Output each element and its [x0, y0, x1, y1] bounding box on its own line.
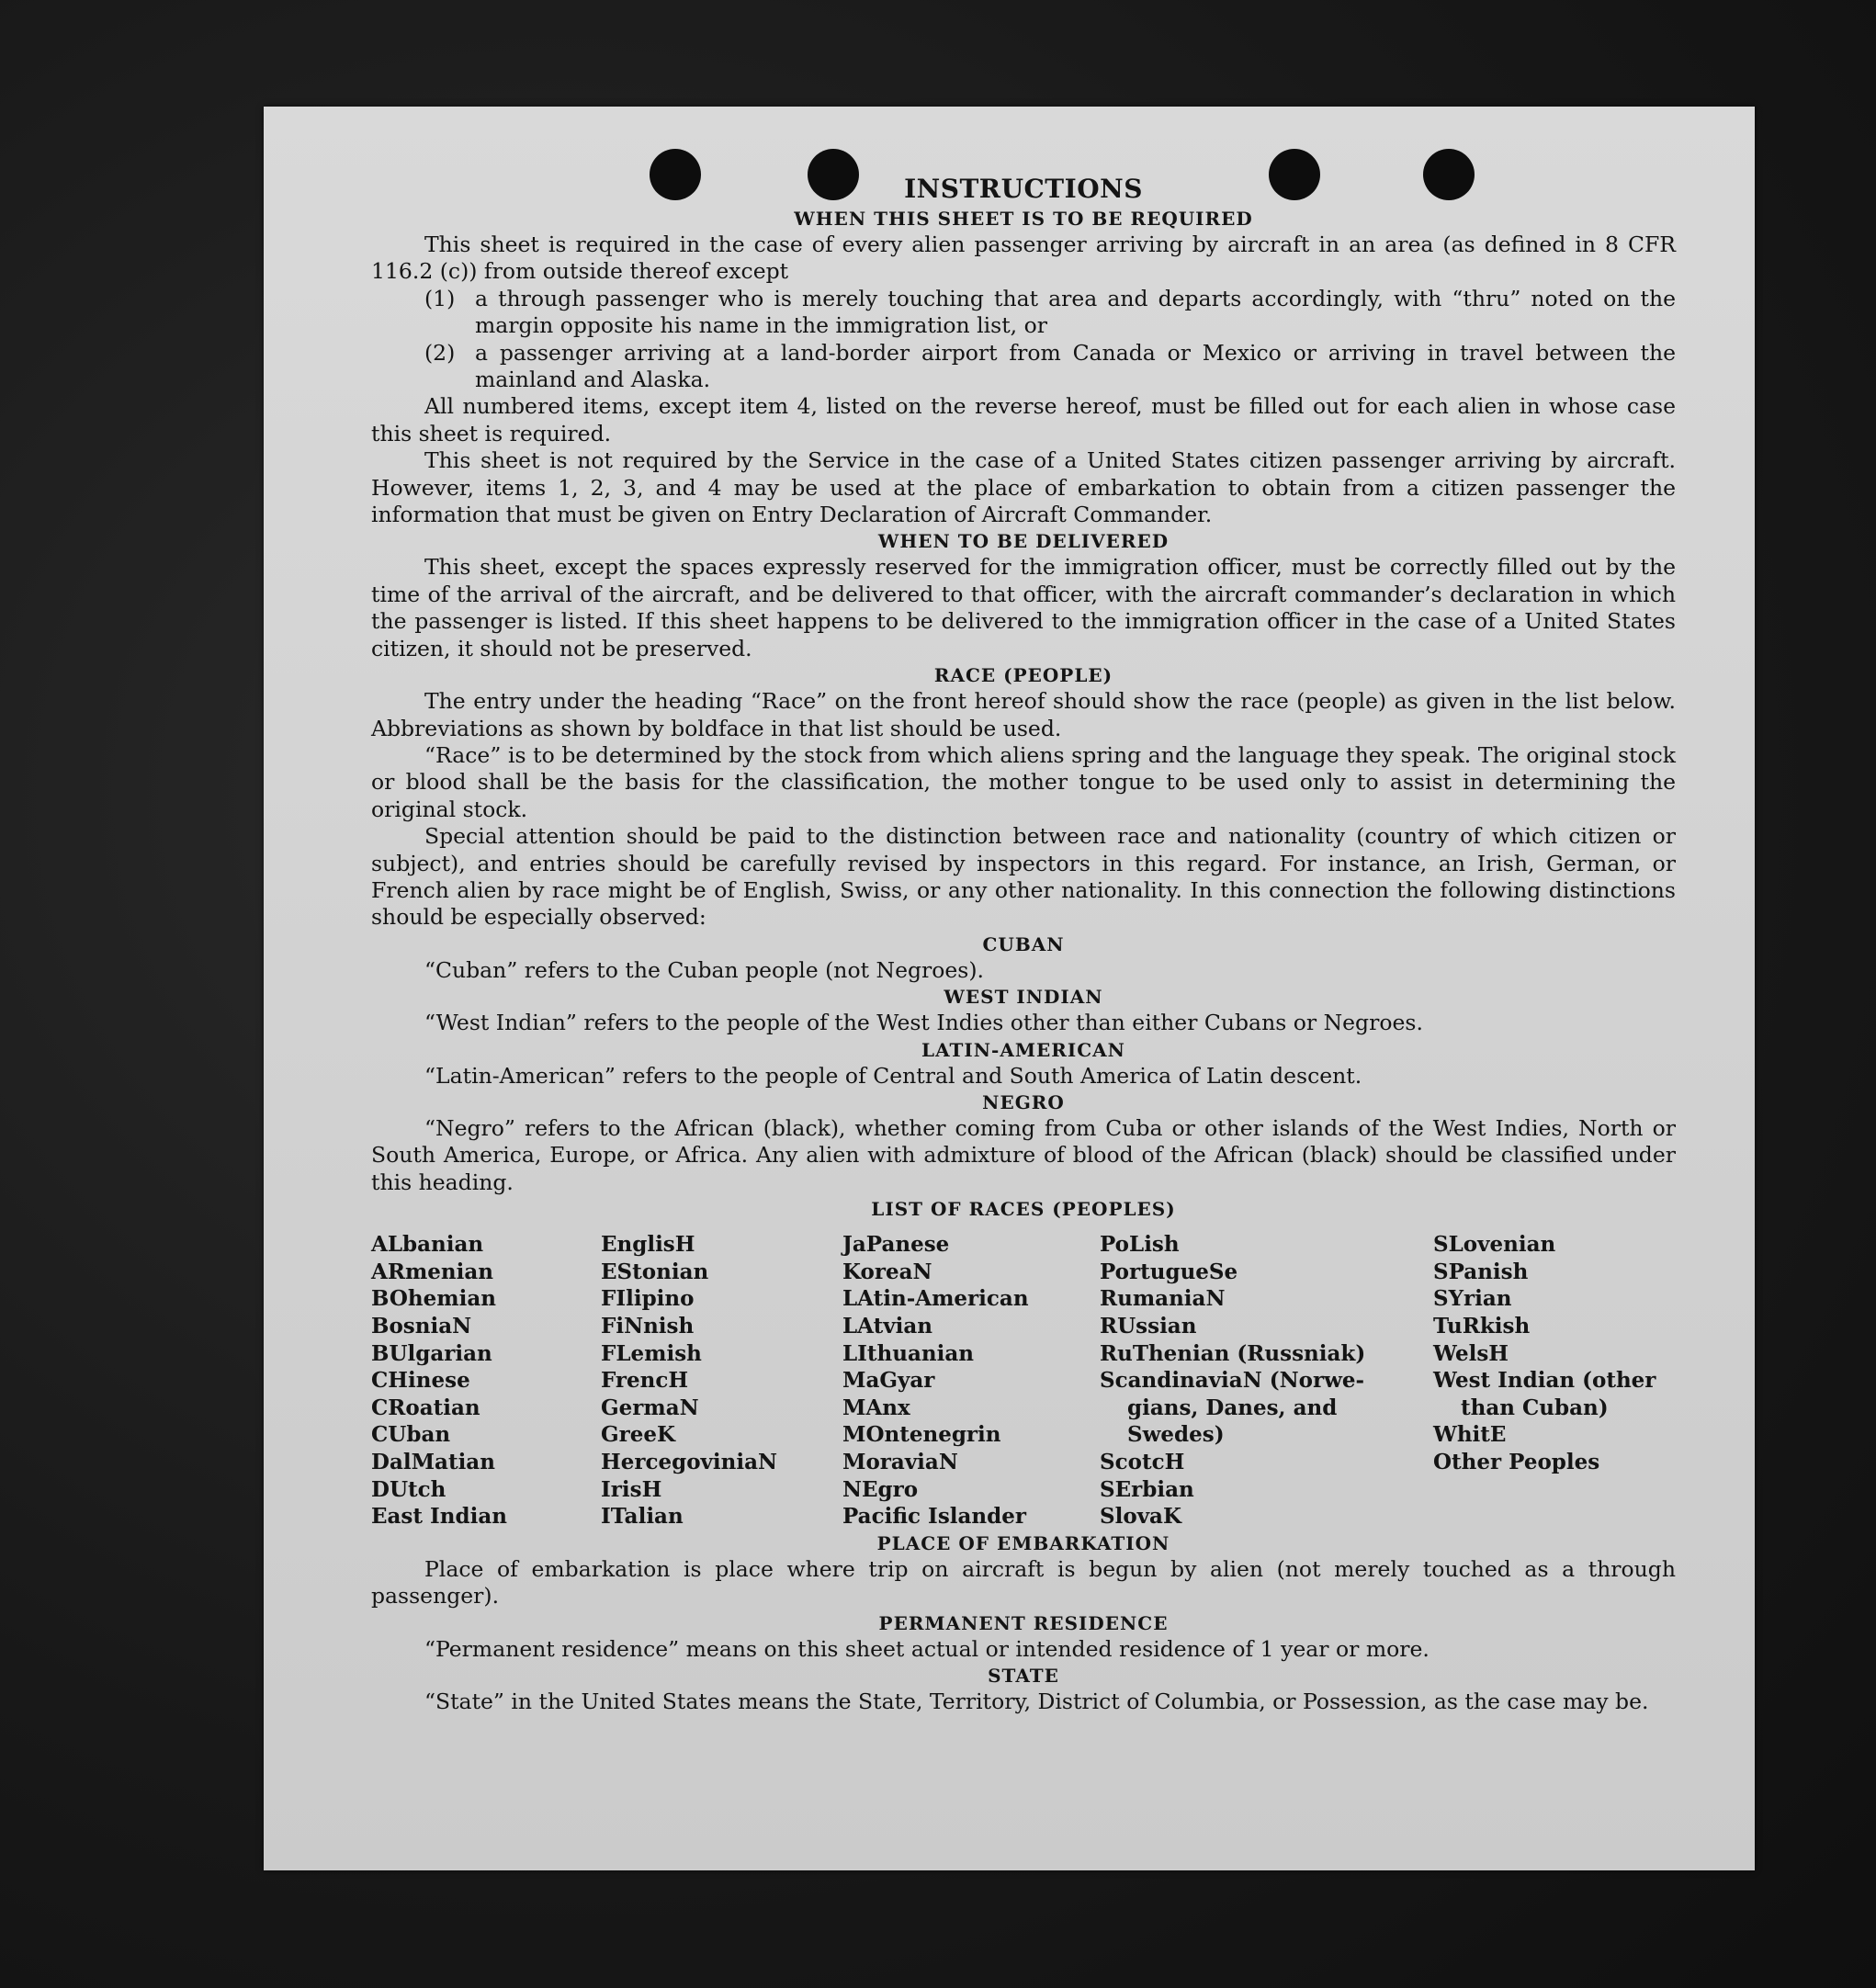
definition-text: “Negro” refers to the African (black), whether coming from Cuba or other islands of the West Indies, North or South America, Europe, or Africa. Any alien with admixture of blood of the African (black) should be classified under this heading. [371, 1114, 1676, 1195]
race-entry: EnglisH [601, 1232, 695, 1258]
paragraph: “State” in the United States means the State, Territory, District of Columbia, or Possession, as the case may be. [424, 1688, 1649, 1714]
section-heading: RACE (PEOPLE) [933, 664, 1113, 687]
section-heading: CUBAN [982, 932, 1065, 955]
race-entry: FIlipino [601, 1286, 695, 1312]
race-entry: MAnx [842, 1395, 910, 1420]
race-column [1433, 1231, 1672, 1531]
page-title: INSTRUCTIONS [904, 174, 1143, 204]
paragraph: Place of embarkation is place where trip on aircraft is begun by alien (not merely touched as a through passenger). [371, 1555, 1676, 1610]
race-entry: Pacific Islander [842, 1504, 1026, 1530]
race-entry: CHinese [371, 1368, 470, 1394]
race-entry: WhitE [1433, 1422, 1507, 1448]
paragraph: This sheet is not required by the Service in the case of a United States citizen passenger arriving by aircraft. However, items 1, 2, 3, and 4 may be used at the place of embarkation to obtain from a citizen passenger the information that must be given on Entry Declaration of Aircraft Commander. [371, 447, 1676, 528]
race-entry: LAtvian [842, 1313, 932, 1339]
race-entry-continued: than Cuban) [1461, 1395, 1609, 1420]
race-entry: SlovaK [1100, 1504, 1181, 1530]
paragraph: The entry under the heading “Race” on the front hereof should show the race (people) as given in the list below. Abbreviations as shown by boldface in that list should be used. [371, 688, 1676, 741]
race-column [601, 1231, 842, 1531]
race-entry: BOhemian [371, 1286, 496, 1312]
race-entry: FLemish [601, 1340, 702, 1366]
section-heading: WHEN THIS SHEET IS TO BE REQUIRED [794, 208, 1253, 230]
race-entry: SErbian [1100, 1476, 1194, 1502]
paragraph: This sheet, except the spaces expressly reserved for the immigration officer, must be correctly filled out by the time of the arrival of the aircraft, and be delivered to that officer, with the aircraft commander’s declaration in which the passenger is listed. If this sheet happens to be delivered to the immigration officer in the case of a United States citizen, it should not be preserved. [371, 554, 1676, 661]
race-entry: KoreaN [842, 1259, 932, 1284]
paragraph: “Race” is to be determined by the stock from which aliens spring and the language they speak. The original stock or blood shall be the basis for the classification, the mother tongue to be used only to assist in determining the original stock. [371, 741, 1676, 822]
race-entry: LIthuanian [842, 1340, 974, 1366]
section-heading: WHEN TO BE DELIVERED [877, 530, 1170, 553]
item-text: a passenger arriving at a land-border airport from Canada or Mexico or arriving in travel between the mainland and Alaska. [475, 339, 1676, 393]
race-column [842, 1231, 1100, 1531]
document-page [264, 107, 1755, 1870]
race-entry: West Indian (other [1433, 1368, 1656, 1394]
instructions-body [371, 173, 1676, 1715]
section-heading: NEGRO [982, 1090, 1065, 1113]
section-heading: PERMANENT RESIDENCE [878, 1611, 1169, 1634]
race-entry-continued: gians, Danes, and [1127, 1395, 1338, 1420]
race-entry: BUlgarian [371, 1340, 492, 1366]
list-item [424, 286, 1676, 340]
section-heading: LIST OF RACES (PEOPLES) [871, 1198, 1176, 1221]
race-entry: RuThenian (Russniak) [1100, 1340, 1366, 1366]
race-entry: EStonian [601, 1259, 709, 1284]
race-entry: RumaniaN [1100, 1286, 1226, 1312]
section-heading: STATE [988, 1664, 1059, 1687]
race-entry: IrisH [601, 1476, 662, 1502]
race-list [371, 1231, 1676, 1531]
race-entry: MaGyar [842, 1368, 935, 1394]
item-number: (2) [424, 339, 456, 366]
section-heading: WEST INDIAN [944, 986, 1103, 1009]
race-column [371, 1231, 601, 1531]
race-entry: East Indian [371, 1504, 507, 1530]
paragraph: This sheet is required in the case of every alien passenger arriving by aircraft in an area (as defined in 8 CFR 116.2 (c)) from outside thereof except [371, 232, 1676, 285]
race-entry: GermaN [601, 1395, 699, 1420]
race-entry: ScotcH [1100, 1449, 1185, 1474]
race-entry: RUssian [1100, 1313, 1197, 1339]
paragraph: “Permanent residence” means on this sheet actual or intended residence of 1 year or more. [424, 1635, 1430, 1662]
race-entry: SPanish [1433, 1259, 1529, 1284]
race-entry: PortugueSe [1100, 1259, 1238, 1284]
race-entry: BosniaN [371, 1313, 472, 1339]
paragraph: All numbered items, except item 4, listed on the reverse hereof, must be filled out for each alien in whose case this sheet is required. [371, 393, 1676, 446]
race-entry: ScandinaviaN (Norwe- [1100, 1368, 1365, 1394]
paragraph: Special attention should be paid to the distinction between race and nationality (country of which citizen or subject), and entries should be carefully revised by inspectors in this regard. For instance, an Irish, German, or French alien by race might be of English, Swiss, or any other nationality. In this connection the following distinctions should be especially observed: [371, 823, 1676, 931]
definition-text: “West Indian” refers to the people of the West Indies other than either Cubans or Negroes. [424, 1010, 1423, 1036]
race-entry: GreeK [601, 1422, 676, 1448]
race-entry: FrencH [601, 1368, 689, 1394]
definition-text: “Cuban” refers to the Cuban people (not Negroes). [424, 956, 985, 983]
item-text: a through passenger who is merely touching that area and departs accordingly, with “thru” noted on the margin opposite his name in the immigration list, or [475, 285, 1676, 339]
race-entry: LAtin-American [842, 1286, 1029, 1312]
race-entry: SYrian [1433, 1286, 1512, 1312]
list-item [424, 340, 1676, 394]
race-entry: ITalian [601, 1504, 684, 1530]
race-entry: PoLish [1100, 1232, 1180, 1258]
race-entry: ALbanian [371, 1232, 484, 1258]
section-heading: PLACE OF EMBARKATION [876, 1531, 1170, 1554]
race-entry: FiNnish [601, 1313, 695, 1339]
race-column [1100, 1231, 1433, 1531]
race-entry: NEgro [842, 1476, 919, 1502]
item-number: (1) [424, 285, 456, 311]
race-entry: JaPanese [842, 1232, 950, 1258]
race-entry: Other Peoples [1433, 1449, 1600, 1474]
race-entry: SLovenian [1433, 1232, 1556, 1258]
section-heading: LATIN-AMERICAN [921, 1038, 1125, 1061]
race-entry: WelsH [1433, 1340, 1509, 1366]
race-entry: CUban [371, 1422, 451, 1448]
race-entry: MOntenegrin [842, 1422, 1001, 1448]
race-entry: MoraviaN [842, 1449, 958, 1474]
definition-text: “Latin-American” refers to the people of Central and South America of Latin descent. [424, 1062, 1362, 1089]
race-entry: CRoatian [371, 1395, 480, 1420]
race-entry: DalMatian [371, 1449, 495, 1474]
race-entry: DUtch [371, 1476, 446, 1502]
race-entry: TuRkish [1433, 1313, 1531, 1339]
race-entry-continued: Swedes) [1127, 1422, 1225, 1448]
race-entry: HercegoviniaN [601, 1449, 778, 1474]
race-entry: ARmenian [371, 1259, 494, 1284]
